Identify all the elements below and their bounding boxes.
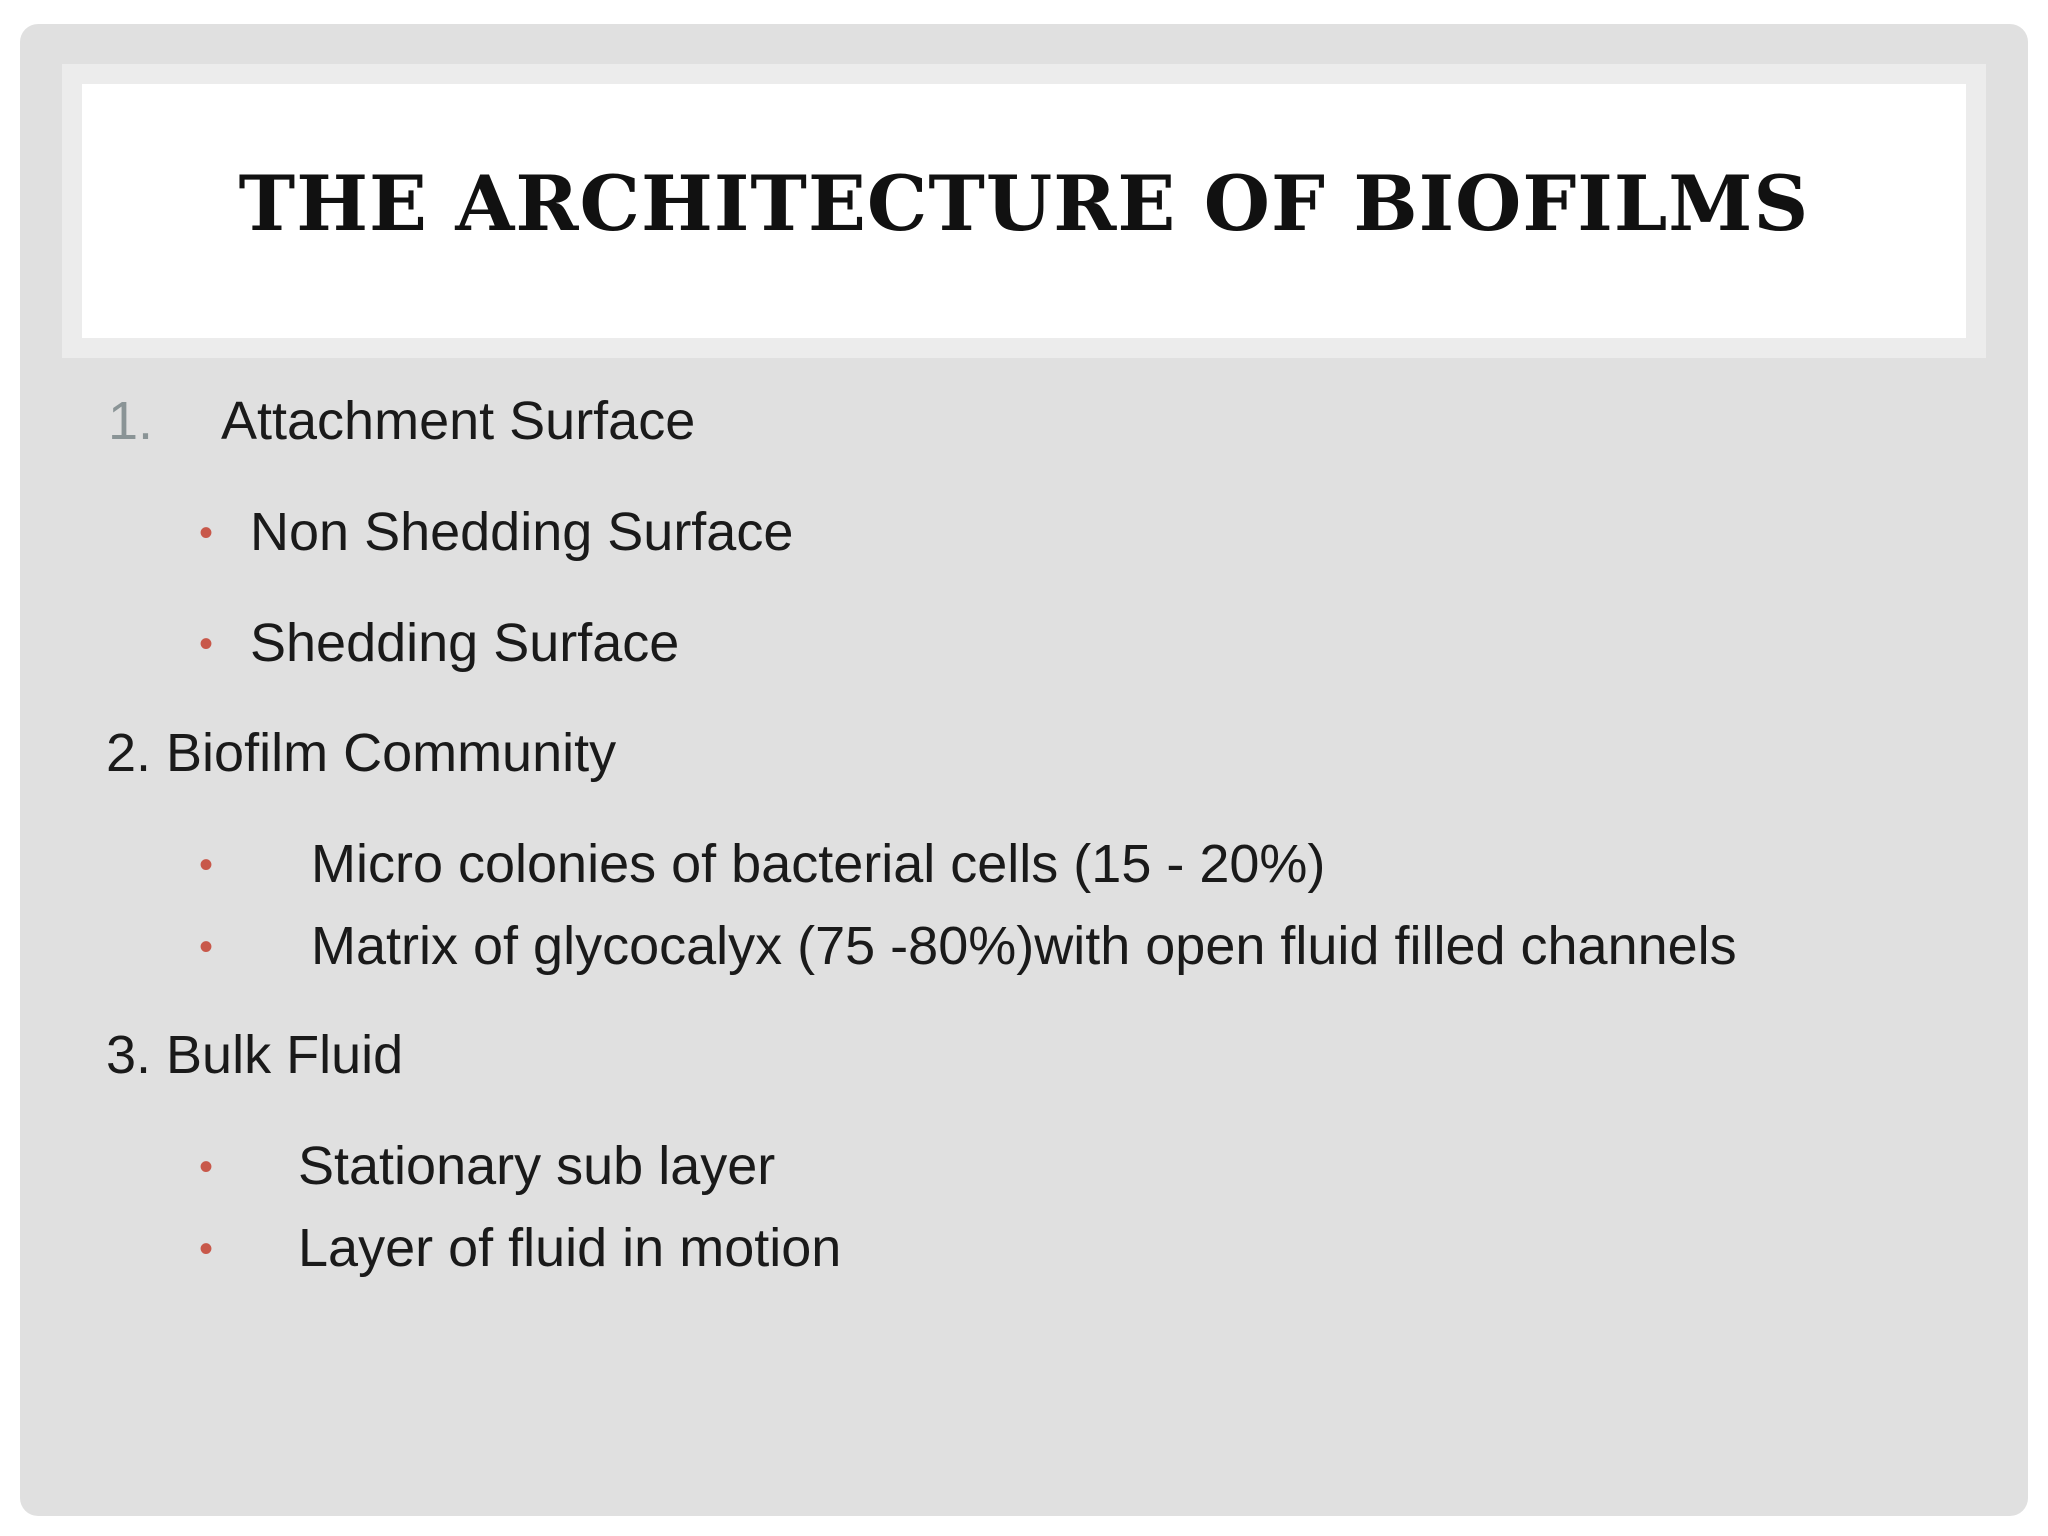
bullet-icon: • — [199, 925, 214, 969]
section-1-item-2: Shedding Surface — [250, 613, 680, 673]
section-1-heading: Attachment Surface — [221, 391, 696, 451]
title-box — [82, 84, 1966, 338]
section-2-item-1: Micro colonies of bacterial cells (15 - 20%) — [311, 834, 1326, 894]
bullet-icon: • — [199, 1145, 214, 1189]
section-2-heading: 2. Biofilm Community — [106, 723, 617, 783]
section-3-item-1: Stationary sub layer — [298, 1136, 776, 1196]
bullet-icon: • — [199, 1227, 214, 1271]
section-1-number: 1. — [108, 391, 154, 451]
bullet-icon: • — [199, 622, 214, 666]
title-frame — [62, 64, 1986, 358]
section-3-heading: 3. Bulk Fluid — [106, 1025, 404, 1085]
section-2-item-2: Matrix of glycocalyx (75 -80%)with open fluid filled channels — [311, 916, 1737, 976]
bullet-icon: • — [199, 843, 214, 887]
slide-title: THE ARCHITECTURE OF BIOFILMS — [238, 158, 1810, 248]
section-3-item-2: Layer of fluid in motion — [298, 1218, 842, 1278]
slide — [20, 24, 2028, 1516]
bullet-icon: • — [199, 511, 214, 555]
section-1-item-1: Non Shedding Surface — [250, 502, 794, 562]
